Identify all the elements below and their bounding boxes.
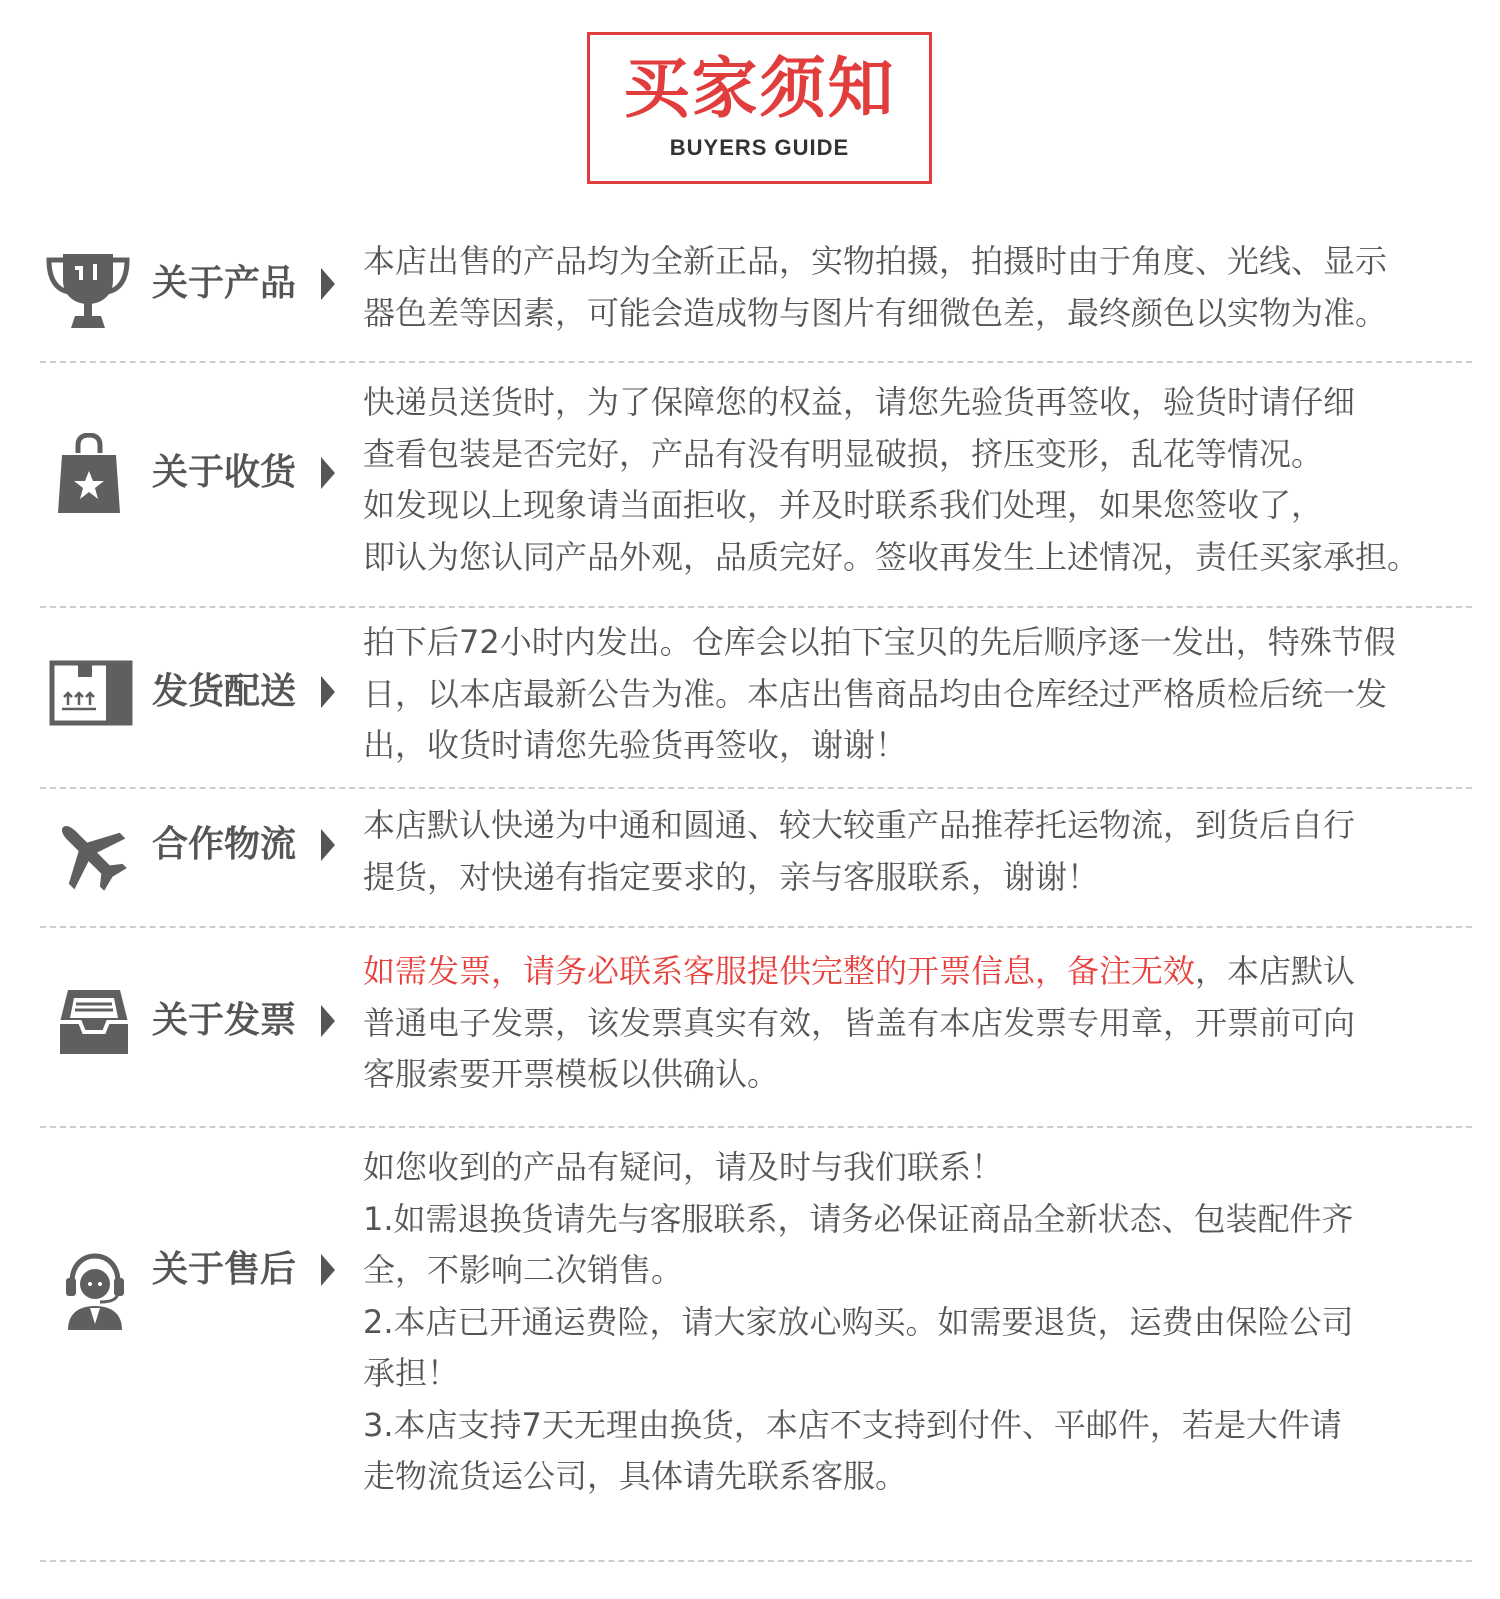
arrow-right-icon bbox=[321, 1254, 335, 1286]
text-line: 1.如需退换货请先与客服联系，请务必保证商品全新状态、包装配件齐 bbox=[363, 1199, 1354, 1238]
page-subtitle: BUYERS GUIDE bbox=[669, 135, 850, 160]
section-invoice bbox=[40, 946, 1472, 1106]
section-label: 合作物流 bbox=[152, 824, 297, 865]
dashed-divider bbox=[40, 787, 1472, 789]
section-receiving bbox=[40, 377, 1472, 587]
text-line: 日，以本店最新公告为准。本店出售商品均由仓库经过严格质检后统一发 bbox=[363, 674, 1388, 713]
text-line: 承担！ bbox=[363, 1354, 460, 1392]
airplane-icon bbox=[50, 814, 130, 894]
section-after-sales bbox=[40, 1142, 1472, 1512]
section-label: 发货配送 bbox=[152, 671, 297, 712]
section-text bbox=[363, 946, 1478, 1101]
dashed-divider bbox=[40, 1560, 1472, 1562]
dashed-divider bbox=[40, 361, 1472, 363]
section-label: 关于收货 bbox=[152, 452, 297, 493]
text-line: 本店出售的产品均为全新正品，实物拍摄，拍摄时由于角度、光线、显示 bbox=[363, 242, 1388, 280]
dashed-divider bbox=[40, 1126, 1472, 1128]
arrow-right-icon bbox=[321, 1005, 335, 1037]
text-line: 客服索要开票模板以供确认。 bbox=[363, 1055, 780, 1093]
page-title: 买家须知 bbox=[623, 50, 896, 127]
customer-service-icon bbox=[62, 1252, 128, 1332]
text-line: 本店默认快递为中通和圆通、较大较重产品推荐托运物流，到货后自行 bbox=[363, 806, 1356, 844]
invoice-warning: 如需发票，请务必联系客服提供完整的开票信息，备注无效 bbox=[363, 952, 1196, 990]
text-line: 器色差等因素，可能会造成物与图片有细微色差，最终颜色以实物为准。 bbox=[363, 293, 1388, 332]
trophy-icon bbox=[45, 250, 131, 330]
text-line: 提货，对快递有指定要求的，亲与客服联系，谢谢！ bbox=[363, 857, 1100, 896]
arrow-right-icon bbox=[321, 829, 335, 861]
text-line: 走物流货运公司，具体请先联系客服。 bbox=[363, 1457, 908, 1495]
dashed-divider bbox=[40, 926, 1472, 928]
text-line: 拍下后72小时内发出。仓库会以拍下宝贝的先后顺序逐一发出，特殊节假 bbox=[363, 623, 1396, 661]
section-label: 关于售后 bbox=[152, 1249, 297, 1290]
text-line: 2.本店已开通运费险，请大家放心购买。如需要退货，运费由保险公司 bbox=[363, 1302, 1354, 1341]
section-text bbox=[363, 377, 1478, 583]
section-text bbox=[363, 236, 1478, 339]
arrow-right-icon bbox=[321, 268, 335, 300]
text-line bbox=[363, 946, 1478, 998]
text-line: 3.本店支持7天无理由换货，本店不支持到付件、平邮件，若是大件请 bbox=[363, 1405, 1342, 1444]
package-box-icon bbox=[48, 659, 136, 729]
dashed-divider bbox=[40, 606, 1472, 608]
section-text bbox=[363, 1142, 1478, 1503]
text-line: 如发现以上现象请当面拒收，并及时联系我们处理，如果您签收了， bbox=[363, 486, 1324, 524]
text-line: 快递员送货时，为了保障您的权益，请您先验货再签收，验货时请仔细 bbox=[363, 383, 1356, 421]
section-label: 关于发票 bbox=[152, 1000, 297, 1041]
section-label: 关于产品 bbox=[152, 263, 297, 304]
section-text bbox=[363, 617, 1478, 772]
text-line: 全，不影响二次销售。 bbox=[363, 1251, 684, 1289]
text-line: 出，收货时请您先验货再签收，谢谢！ bbox=[363, 726, 908, 764]
text-fragment: ，本店默认 bbox=[1195, 952, 1356, 990]
section-logistics bbox=[40, 800, 1472, 910]
arrow-right-icon bbox=[321, 457, 335, 489]
shopping-bag-icon bbox=[56, 433, 122, 515]
text-line: 即认为您认同产品外观，品质完好。签收再发生上述情况，责任买家承担。 bbox=[363, 537, 1420, 576]
invoice-tray-icon bbox=[54, 986, 134, 1058]
text-line: 查看包装是否完好，产品有没有明显破损，挤压变形，乱花等情况。 bbox=[363, 434, 1324, 473]
arrow-right-icon bbox=[321, 676, 335, 708]
buyers-guide-title-box bbox=[587, 32, 932, 184]
section-product bbox=[40, 236, 1472, 346]
text-line: 普通电子发票，该发票真实有效，皆盖有本店发票专用章，开票前可向 bbox=[363, 1003, 1356, 1042]
text-line: 如您收到的产品有疑问，请及时与我们联系！ bbox=[363, 1148, 1004, 1186]
section-text bbox=[363, 800, 1478, 903]
section-shipping bbox=[40, 617, 1472, 777]
